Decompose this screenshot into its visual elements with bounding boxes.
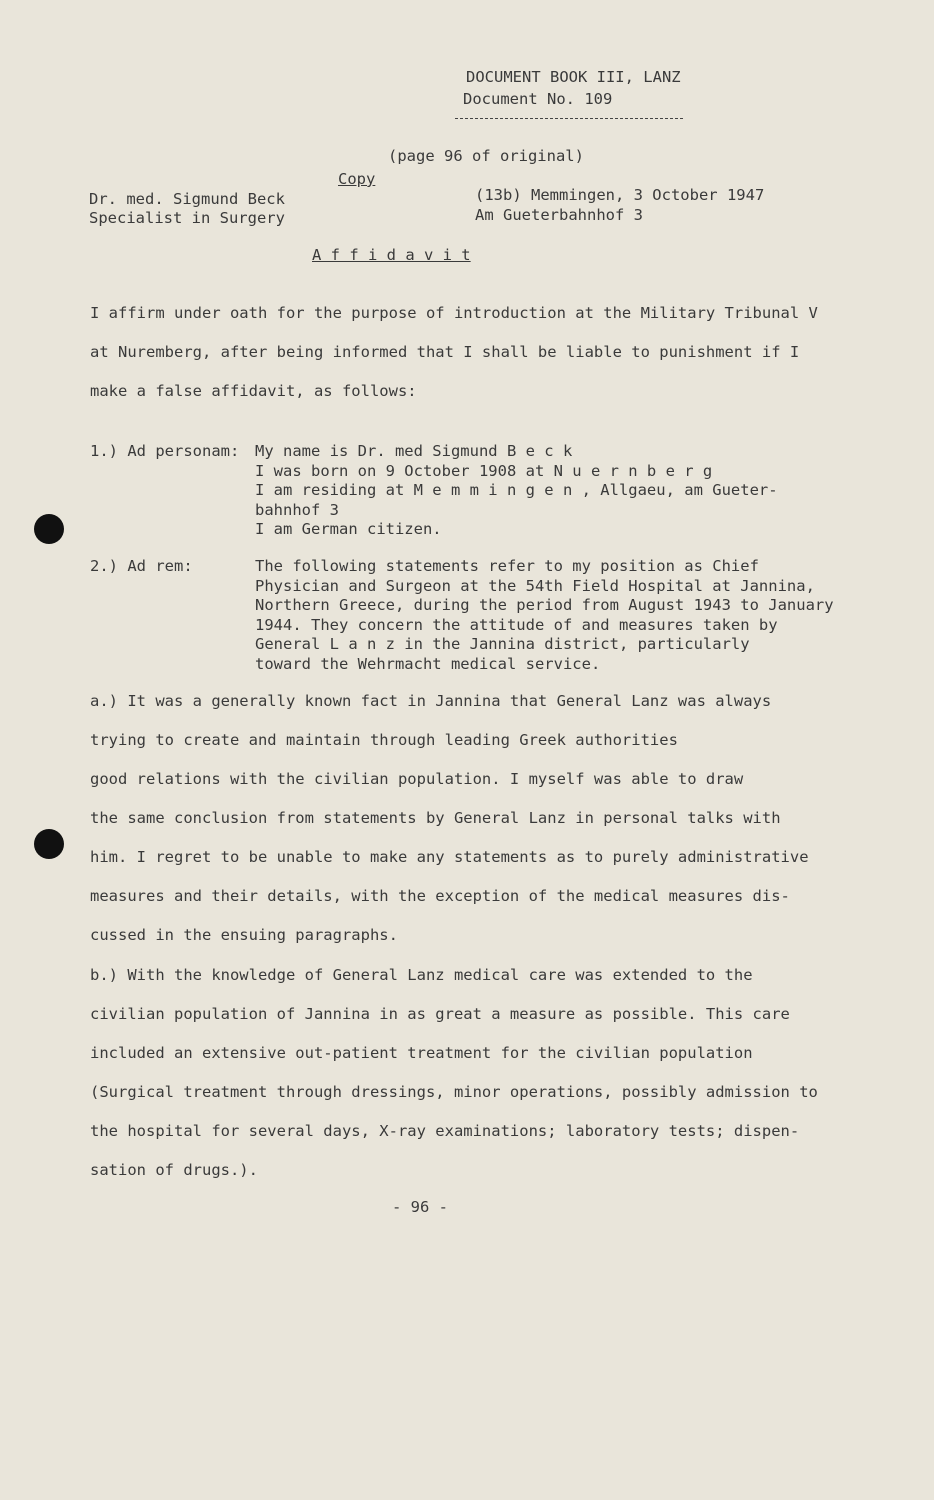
intro-line: make a false affidavit, as follows: xyxy=(90,382,417,400)
section2-line: toward the Wehrmacht medical service. xyxy=(255,654,601,673)
intro-line: I affirm under oath for the purpose of introduction at the Military Tribunal V xyxy=(90,304,818,322)
para-a-line: a.) It was a generally known fact in Jannina that General Lanz was always xyxy=(90,692,772,710)
section2-line: 1944. They concern the attitude of and measures taken by xyxy=(255,615,778,634)
intro-line: at Nuremberg, after being informed that I shall be liable to punishment if I xyxy=(90,343,800,361)
document-book-heading: DOCUMENT BOOK III, LANZ xyxy=(466,68,681,86)
section2-line: The following statements refer to my position as Chief xyxy=(255,557,759,575)
section1-line: I was born on 9 October 1908 at N u e r n b e r g xyxy=(255,461,713,480)
punch-hole-top xyxy=(34,514,64,544)
section1-label: 1.) Ad personam: xyxy=(90,442,240,460)
section1-line: I am residing at M e m m i n g e n , Allgaeu, am Gueter- xyxy=(255,481,778,499)
punch-hole-bottom xyxy=(34,829,64,859)
sender-title: Specialist in Surgery xyxy=(89,209,285,227)
section1-line: My name is Dr. med Sigmund B e c k xyxy=(255,442,573,460)
document-number: Document No. 109 xyxy=(463,90,613,108)
para-a-line: him. I regret to be unable to make any statements as to purely administrative xyxy=(90,848,809,866)
para-a-line: measures and their details, with the exception of the medical measures dis- xyxy=(90,887,790,905)
intro-paragraph xyxy=(90,294,850,411)
paragraph-b xyxy=(90,956,850,1190)
para-b-line: included an extensive out-patient treatment for the civilian population xyxy=(90,1044,753,1062)
section2-line: Northern Greece, during the period from August 1943 to January xyxy=(255,596,834,614)
header-dashed-rule xyxy=(455,118,683,119)
para-b-line: sation of drugs.). xyxy=(90,1161,258,1179)
section2-line: Physician and Surgeon at the 54th Field Hospital at Jannina, xyxy=(255,576,815,595)
section1-line: bahnhof 3 xyxy=(255,500,339,519)
place-date-line: (13b) Memmingen, 3 October 1947 xyxy=(475,186,765,204)
para-b-line: (Surgical treatment through dressings, minor operations, possibly admission to xyxy=(90,1083,818,1101)
document-title: A f f i d a v i t xyxy=(312,246,471,264)
original-page-note: (page 96 of original) xyxy=(388,147,584,165)
copy-label: Copy xyxy=(338,170,376,188)
paragraph-a xyxy=(90,682,850,955)
section1-body xyxy=(255,442,865,540)
section1-line: I am German citizen. xyxy=(255,520,442,538)
para-b-line: b.) With the knowledge of General Lanz medical care was extended to the xyxy=(90,966,753,984)
para-a-line: cussed in the ensuing paragraphs. xyxy=(90,926,398,944)
section2-label: 2.) Ad rem: xyxy=(90,557,193,575)
para-b-line: the hospital for several days, X-ray examinations; laboratory tests; dispen- xyxy=(90,1122,800,1140)
section2-line: General L a n z in the Jannina district, particularly xyxy=(255,635,750,653)
para-a-line: trying to create and maintain through leading Greek authorities xyxy=(90,731,678,749)
para-a-line: good relations with the civilian population. I myself was able to draw xyxy=(90,770,744,788)
para-b-line: civilian population of Jannina in as great a measure as possible. This care xyxy=(90,1005,790,1023)
sender-name: Dr. med. Sigmund Beck xyxy=(89,190,285,208)
address-line: Am Gueterbahnhof 3 xyxy=(475,206,643,224)
section2-body xyxy=(255,557,865,674)
page-number: - 96 - xyxy=(392,1198,448,1216)
para-a-line: the same conclusion from statements by General Lanz in personal talks with xyxy=(90,809,781,827)
